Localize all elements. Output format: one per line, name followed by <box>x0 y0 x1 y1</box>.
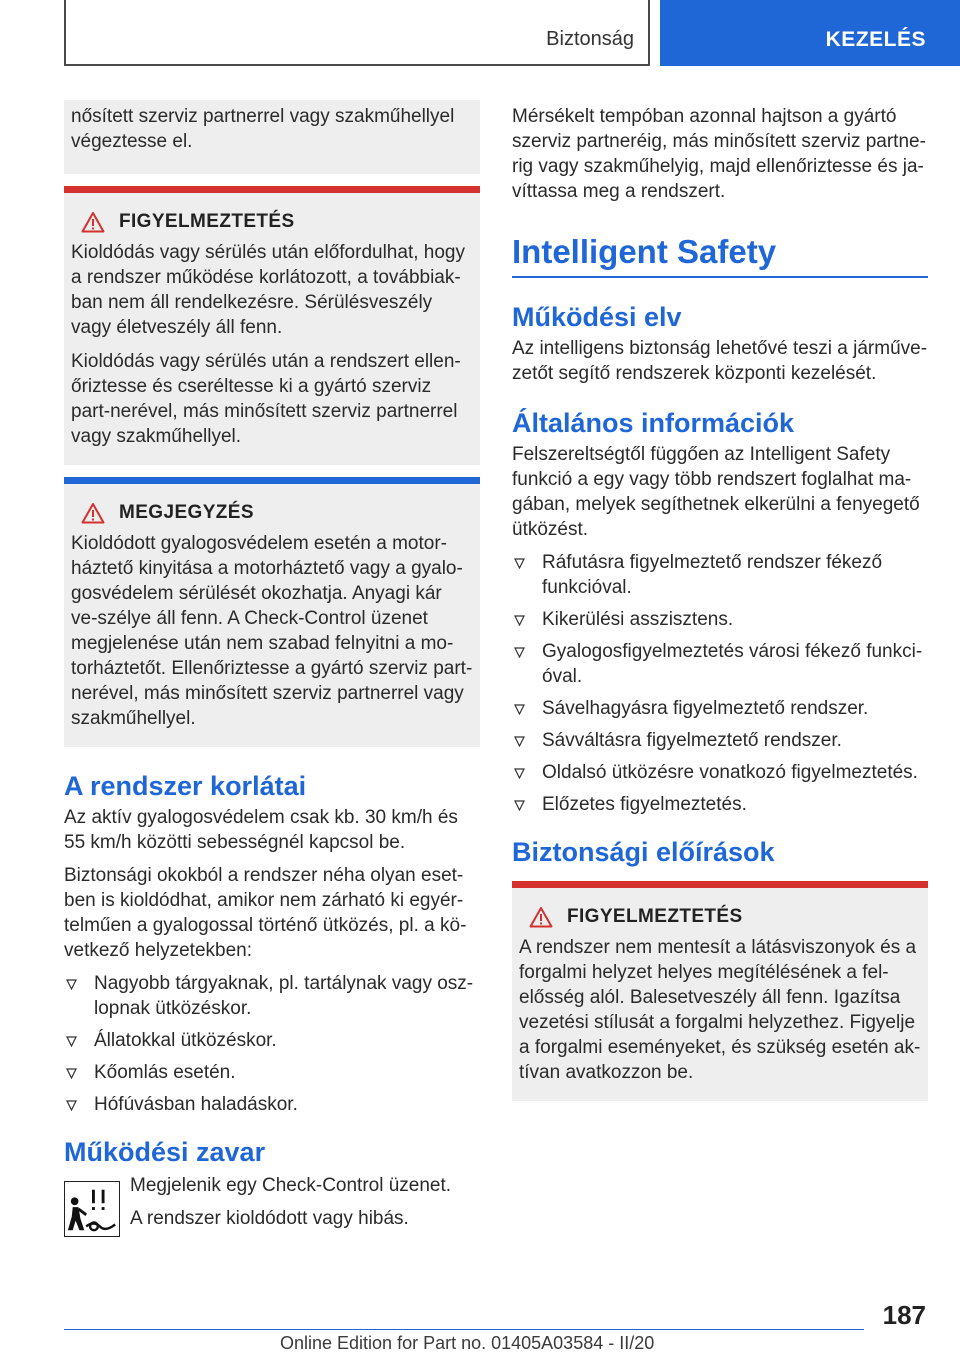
triangle-bullet-icon <box>514 736 525 747</box>
continued-text-right: Mérsékelt tempóban azonnal hajtson a gyártó szerviz partneréig, más minősített szerviz partne-rig vagy szakműhelyig, majd ellenőriztesse és ja-víttassa meg a rendszert. <box>512 106 926 202</box>
list-item <box>64 1092 480 1117</box>
list-item <box>512 696 928 721</box>
right-column <box>512 100 928 1101</box>
safety-heading: Biztonsági előírások <box>512 837 775 867</box>
pedestrian-protection-icon <box>64 1181 120 1237</box>
page-number: 187 <box>882 1300 926 1330</box>
list-item-text: Előzetes figyelmeztetés. <box>542 794 747 815</box>
warning-paragraph-1: Kioldódás vagy sérülés után előfordulhat, hogy a rendszer működése korlátozott, a továbbiak-ban nem áll rendelkezésre. Sérülésveszély vagy életveszély áll fenn. <box>71 242 465 338</box>
list-item-text: Állatokkal ütközéskor. <box>94 1030 277 1051</box>
list-item-text: Sávváltásra figyelmeztető rendszer. <box>542 730 842 751</box>
principle-heading: Működési elv <box>512 302 682 332</box>
safety-warning-title: FIGYELMEZTETÉS <box>567 906 743 927</box>
general-text: Felszereltségtől függően az Intelligent Safety funkció a egy vagy több rendszert foglalhat ma-gában, melyek segíthetnek elkerülni a fenyegető ütközést. <box>512 444 920 540</box>
triangle-bullet-icon <box>66 979 77 990</box>
note-title: MEGJEGYZÉS <box>119 502 254 523</box>
list-item <box>512 792 928 817</box>
list-item-text: Oldalsó ütközésre vonatkozó figyelmeztetés. <box>542 762 918 783</box>
limits-list <box>64 971 480 1117</box>
triangle-bullet-icon <box>66 1068 77 1079</box>
list-item-text: Hófúvásban haladáskor. <box>94 1094 298 1115</box>
triangle-bullet-icon <box>514 558 525 569</box>
list-item <box>64 1060 480 1085</box>
triangle-bullet-icon <box>514 615 525 626</box>
fault-line-1: Megjelenik egy Check-Control üzenet. <box>130 1175 452 1196</box>
page-title: Intelligent Safety <box>512 233 777 270</box>
warning-paragraph-2: Kioldódás vagy sérülés után a rendszert ellen-őriztesse és cseréltesse ki a gyártó szerviz part-nerével, más minősített szerviz partnerrel vagy szakműhellyel. <box>71 351 461 447</box>
list-item-text: Kőomlás esetén. <box>94 1062 236 1083</box>
principle-text: Az intelligens biztonság lehetővé teszi a járműve-zetőt segítő rendszerek központi kezelését. <box>512 338 928 384</box>
list-item <box>64 1028 480 1053</box>
chapter-tab[interactable] <box>660 0 960 66</box>
triangle-bullet-icon <box>514 800 525 811</box>
section-tab <box>64 0 650 66</box>
chapter-label: KEZELÉS <box>825 28 926 51</box>
triangle-bullet-icon <box>514 768 525 779</box>
footer-rule <box>64 1329 864 1330</box>
fault-row <box>64 1173 480 1239</box>
limits-paragraph-2: Biztonsági okokból a rendszer néha olyan eset-ben is kioldódhat, amikor nem zárható ki egyér-telműen a gyalogossal történő ütközés, pl. a kö-vetkező helyzetekben: <box>64 865 467 961</box>
list-item-text: Kikerülési asszisztens. <box>542 609 734 630</box>
warning-box <box>64 186 480 465</box>
list-item-text: Gyalogosfigyelmeztetés városi fékező funkci-óval. <box>542 641 923 687</box>
fault-text <box>130 1173 451 1239</box>
note-box <box>64 477 480 747</box>
fault-heading: Működési zavar <box>64 1137 266 1167</box>
list-item <box>512 728 928 753</box>
fault-line-2: A rendszer kioldódott vagy hibás. <box>130 1208 409 1229</box>
list-item <box>512 760 928 785</box>
safety-warning-box <box>512 881 928 1101</box>
footer-edition: Online Edition for Part no. 01405A03584 - II/20 <box>280 1333 655 1353</box>
warning-title: FIGYELMEZTETÉS <box>119 211 295 232</box>
warning-header <box>71 211 473 233</box>
section-label: Biztonság <box>546 28 634 50</box>
safety-warning-text: A rendszer nem mentesít a látásviszonyok és a forgalmi helyzet helyes megítélésének a fel-elősség alól. Balesetveszély áll fenn. Igazítsa vezetési stílusát a forgalmi helyzethez. Figyelje a forgalmi eseményeket, és szükség esetén ak-tívan avatkozzon be. <box>519 937 921 1083</box>
page-title-block <box>512 232 928 278</box>
list-item <box>512 639 928 689</box>
list-item-text: Ráfutásra figyelmeztető rendszer fékező funkcióval. <box>542 552 883 598</box>
list-item-text: Nagyobb tárgyaknak, pl. tartálynak vagy osz-lopnak ütközéskor. <box>94 973 474 1019</box>
triangle-bullet-icon <box>514 704 525 715</box>
left-column <box>64 100 480 1239</box>
general-heading: Általános információk <box>512 408 795 438</box>
triangle-bullet-icon <box>66 1036 77 1047</box>
page-header <box>0 0 960 66</box>
warning-triangle-icon <box>529 906 553 928</box>
warning-triangle-icon <box>81 211 105 233</box>
continued-text: nősített szerviz partnerrel vagy szakműhellyel végeztesse el. <box>71 106 455 152</box>
note-paragraph: Kioldódott gyalogosvédelem esetén a motor-háztető kinyitása a motorháztető vagy a gyalo-gosvédelem sérülését okozhatja. Anyagi kár ve-szélye áll fenn. A Check-Control üzenet megjelenése után nem szabad felnyitni a mo-torháztetőt. Ellenőriztesse a gyártó szerviz part-nerével, más minősített szerviz partnerrel vagy szakműhellyel. <box>71 533 473 729</box>
note-header <box>71 502 473 524</box>
limits-heading: A rendszer korlátai <box>64 771 307 801</box>
list-item <box>512 607 928 632</box>
list-item-text: Sávelhagyásra figyelmeztető rendszer. <box>542 698 869 719</box>
triangle-bullet-icon <box>66 1100 77 1111</box>
safety-warning-header <box>519 906 921 928</box>
triangle-bullet-icon <box>514 647 525 658</box>
limits-paragraph-1: Az aktív gyalogosvédelem csak kb. 30 km/h és 55 km/h közötti sebességnél kapcsol be. <box>64 807 458 853</box>
features-list <box>512 550 928 817</box>
continued-box <box>64 100 480 174</box>
list-item <box>64 971 480 1021</box>
warning-triangle-icon <box>81 502 105 524</box>
list-item <box>512 550 928 600</box>
